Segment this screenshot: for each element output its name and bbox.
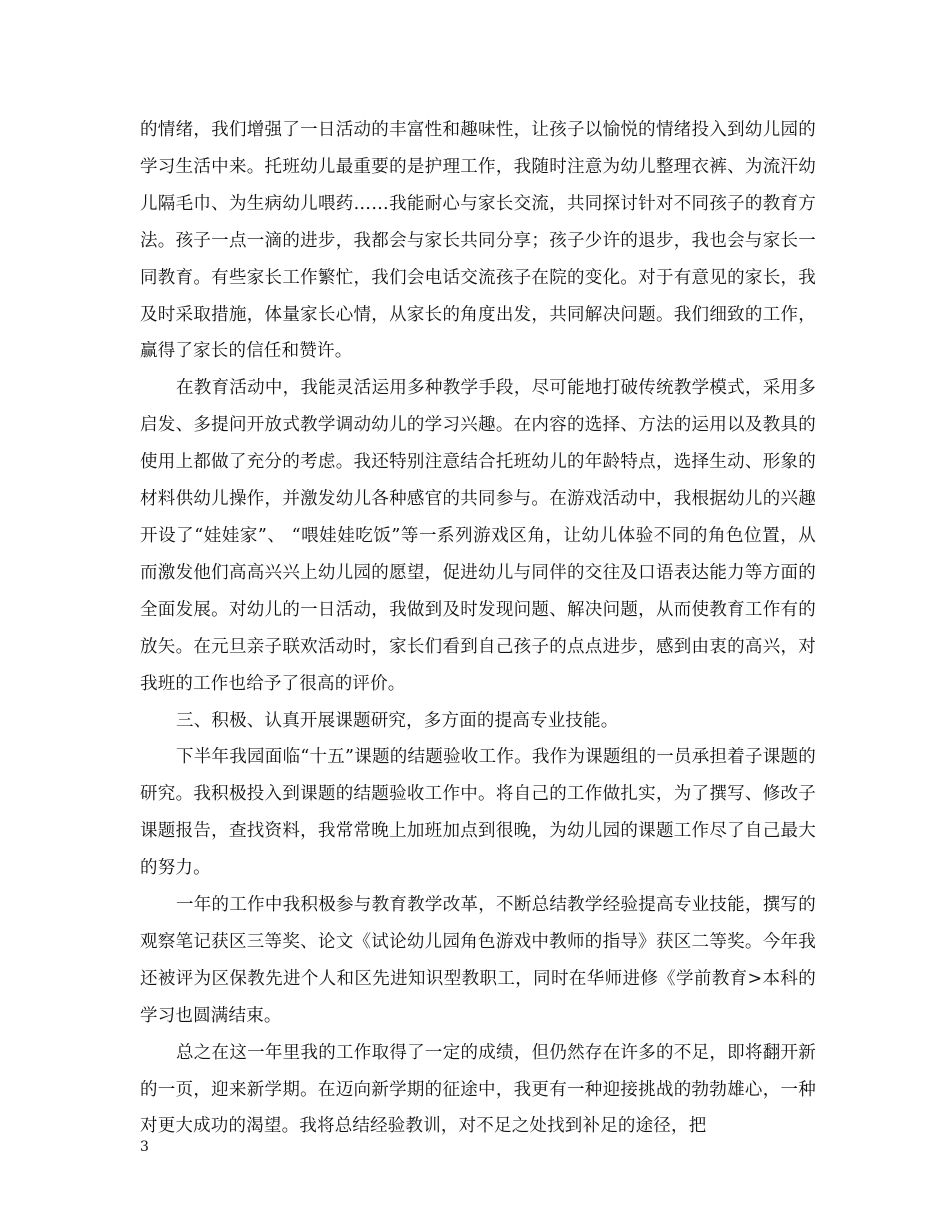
paragraph-teaching-activities: 在教育活动中，我能灵活运用多种教学手段，尽可能地打破传统教学模式，采用多启发、多提问开放式教学调动幼儿的学习兴趣。在内容的选择、方法的运用以及教具的使用上都做了充分的考虑。我还特别注意结合托班幼儿的年龄特点，选择生动、形象的材料供幼儿操作，并激发幼儿各种感官的共同参与。在游戏活动中，我根据幼儿的兴趣开设了“娃娃家”、 “喂娃娃吃饭”等一系列游戏区角，让幼儿体验不同的角色位置，从而激发他们高高兴兴上幼儿园的愿望，促进幼儿与同伴的交往及口语表达能力等方面的全面发展。对幼儿的一日活动，我做到及时发现问题、解决问题，从而使教育工作有的放矢。在元旦亲子联欢活动时，家长们看到自己孩子的点点进步，感到由衷的高兴，对我班的工作也给予了很高的评价。 <box>140 378 816 694</box>
paragraph-summary: 总之在这一年里我的工作取得了一定的成绩，但仍然存在许多的不足，即将翻开新的一页，迎来新学期。在迈向新学期的征途中，我更有一种迎接挑战的勃勃雄心，一种对更大成功的渴望。我将总结经验教训，对不足之处找到补足的途径，把 <box>140 1042 816 1137</box>
page-number: 3 <box>140 1139 149 1155</box>
section-heading-research: 三、积极、认真开展课题研究，多方面的提高专业技能。 <box>176 710 619 731</box>
paragraph-research-project: 下半年我园面临“十五”课题的结题验收工作。我作为课题组的一员承担着子课题的研究。我积极投入到课题的结题验收工作中。将自己的工作做扎实，为了撰写、修改子课题报告，查找资料，我常常晚上加班加点到很晚，为幼儿园的课题工作尽了自己最大的努力。 <box>140 747 816 879</box>
paragraph-achievements: 一年的工作中我积极参与教育教学改革，不断总结教学经验提高专业技能，撰写的观察笔记获区三等奖、论文《试论幼儿园角色游戏中教师的指导》获区二等奖。今年我还被评为区保教先进个人和区先进知识型教职工，同时在华师进修《学前教育>本科的学习也圆满结束。 <box>140 895 816 1026</box>
document-body <box>140 112 816 1145</box>
paragraph-continued: 的情绪，我们增强了一日活动的丰富性和趣味性，让孩子以愉悦的情绪投入到幼儿园的学习生活中来。托班幼儿最重要的是护理工作，我随时注意为幼儿整理衣裤、为流汗幼儿隔毛巾、为生病幼儿喂药……我能耐心与家长交流，共同探讨针对不同孩子的教育方法。孩子一点一滴的进步，我都会与家长共同分享；孩子少许的退步，我也会与家长一同教育。有些家长工作繁忙，我们会电话交流孩子在院的变化。对于有意见的家长，我及时采取措施，体量家长心情，从家长的角度出发，共同解决问题。我们细致的工作，赢得了家长的信任和赞许。 <box>140 120 816 362</box>
